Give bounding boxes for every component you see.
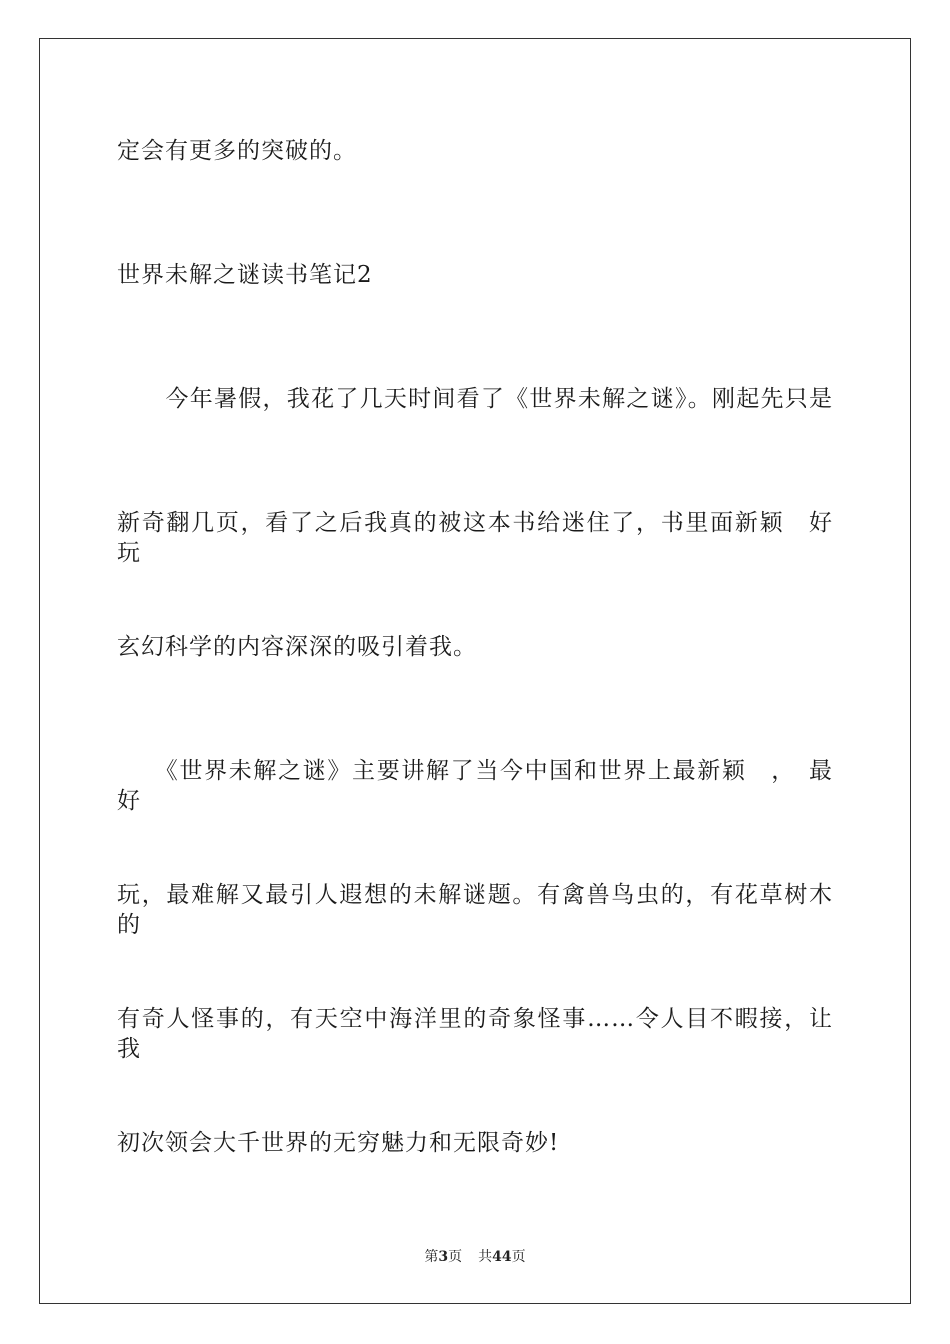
body-text-line-6: 玩，最难解又最引人遐想的未解谜题。有禽兽鸟虫的，有花草树木的: [117, 882, 833, 938]
page-border: [39, 38, 911, 1304]
footer-total-prefix: 共: [478, 1249, 493, 1265]
footer-page-prefix: 第: [424, 1249, 439, 1265]
page-footer: [0, 1248, 950, 1266]
body-text-line-3: 新奇翻几页，看了之后我真的被这本书给迷住了，书里面新颖 好玩: [117, 510, 833, 566]
body-text-line-7: 有奇人怪事的，有天空中海洋里的奇象怪事……令人目不暇接，让我: [117, 1006, 833, 1062]
body-text-line-8: 初次领会大千世界的无穷魅力和无限奇妙!: [117, 1130, 560, 1156]
footer-total-suffix: 页: [511, 1249, 526, 1265]
section-heading: 世界未解之谜读书笔记2: [117, 262, 373, 288]
footer-page-suffix: 页: [448, 1249, 463, 1265]
body-text-line-2: 今年暑假，我花了几天时间看了《世界未解之谜》。刚起先只是: [117, 386, 833, 412]
footer-page-total: 44: [492, 1249, 512, 1265]
body-text-line-1: 定会有更多的突破的。: [117, 138, 357, 164]
body-text-line-4: 玄幻科学的内容深深的吸引着我。: [117, 634, 477, 660]
footer-page-current: 3: [438, 1249, 449, 1265]
body-text-line-5: 《世界未解之谜》主要讲解了当今中国和世界上最新颖 ， 最 好: [117, 758, 857, 814]
